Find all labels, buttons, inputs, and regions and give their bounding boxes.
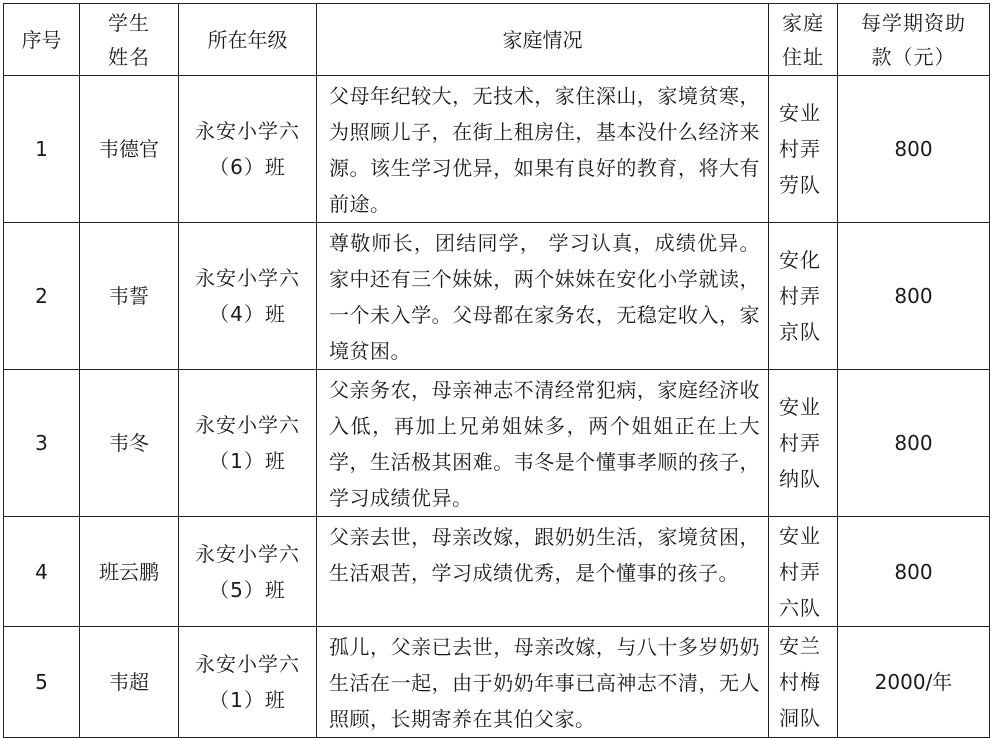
header-amount: 每学期资助款（元）: [838, 4, 990, 76]
cell-grade: 永安小学六（6）班: [179, 76, 317, 223]
cell-grade: 永安小学六（1）班: [179, 370, 317, 517]
table-row: [4, 370, 990, 517]
cell-name: 韦冬: [80, 370, 179, 517]
header-name: 学生姓名: [80, 4, 179, 76]
cell-index: 2: [4, 223, 80, 370]
table-row: [4, 627, 990, 738]
header-family: 家庭情况: [317, 4, 769, 76]
cell-address: 安业村弄纳队: [769, 370, 838, 517]
cell-family: 父母年纪较大，无技术，家住深山，家境贫寒，为照顾儿子，在街上租房住，基本没什么经济来源。该生学习优异，如果有良好的教育，将大有前途。: [317, 76, 769, 223]
cell-name: 韦超: [80, 627, 179, 738]
cell-index: 3: [4, 370, 80, 517]
cell-family: 孤儿，父亲已去世，母亲改嫁，与八十多岁奶奶生活在一起，由于奶奶年事已高神志不清，无人照顾，长期寄养在其伯父家。: [317, 627, 769, 738]
cell-grade: 永安小学六（5）班: [179, 517, 317, 627]
cell-grade: 永安小学六（1）班: [179, 627, 317, 738]
cell-index: 4: [4, 517, 80, 627]
header-address: 家庭住址: [769, 4, 838, 76]
header-grade: 所在年级: [179, 4, 317, 76]
table-row: [4, 517, 990, 627]
cell-name: 班云鹏: [80, 517, 179, 627]
table-row: [4, 223, 990, 370]
cell-amount: 2000/年: [838, 627, 990, 738]
cell-index: 1: [4, 76, 80, 223]
cell-family: 父亲务农，母亲神志不清经常犯病，家庭经济收入低，再加上兄弟姐妹多，两个姐姐正在上大学，生活极其困难。韦冬是个懂事孝顺的孩子，学习成绩优异。: [317, 370, 769, 517]
student-aid-table: [3, 3, 990, 738]
cell-address: 安兰村梅洞队: [769, 627, 838, 738]
cell-address: 安业村弄六队: [769, 517, 838, 627]
cell-name: 韦誓: [80, 223, 179, 370]
cell-address: 安业村弄劳队: [769, 76, 838, 223]
cell-family: 尊敬师长，团结同学， 学习认真，成绩优异。家中还有三个妹妹，两个妹妹在安化小学就读，一个未入学。父母都在家务农，无稳定收入，家境贫困。: [317, 223, 769, 370]
cell-amount: 800: [838, 223, 990, 370]
cell-name: 韦德官: [80, 76, 179, 223]
cell-index: 5: [4, 627, 80, 738]
cell-address: 安化村弄京队: [769, 223, 838, 370]
aid-table-container: [3, 3, 989, 734]
header-index: 序号: [4, 4, 80, 76]
cell-amount: 800: [838, 370, 990, 517]
cell-grade: 永安小学六（4）班: [179, 223, 317, 370]
cell-family: 父亲去世，母亲改嫁，跟奶奶生活，家境贫困，生活艰苦，学习成绩优秀，是个懂事的孩子。: [317, 517, 769, 627]
table-row: [4, 76, 990, 223]
header-row: [4, 4, 990, 76]
cell-amount: 800: [838, 76, 990, 223]
cell-amount: 800: [838, 517, 990, 627]
